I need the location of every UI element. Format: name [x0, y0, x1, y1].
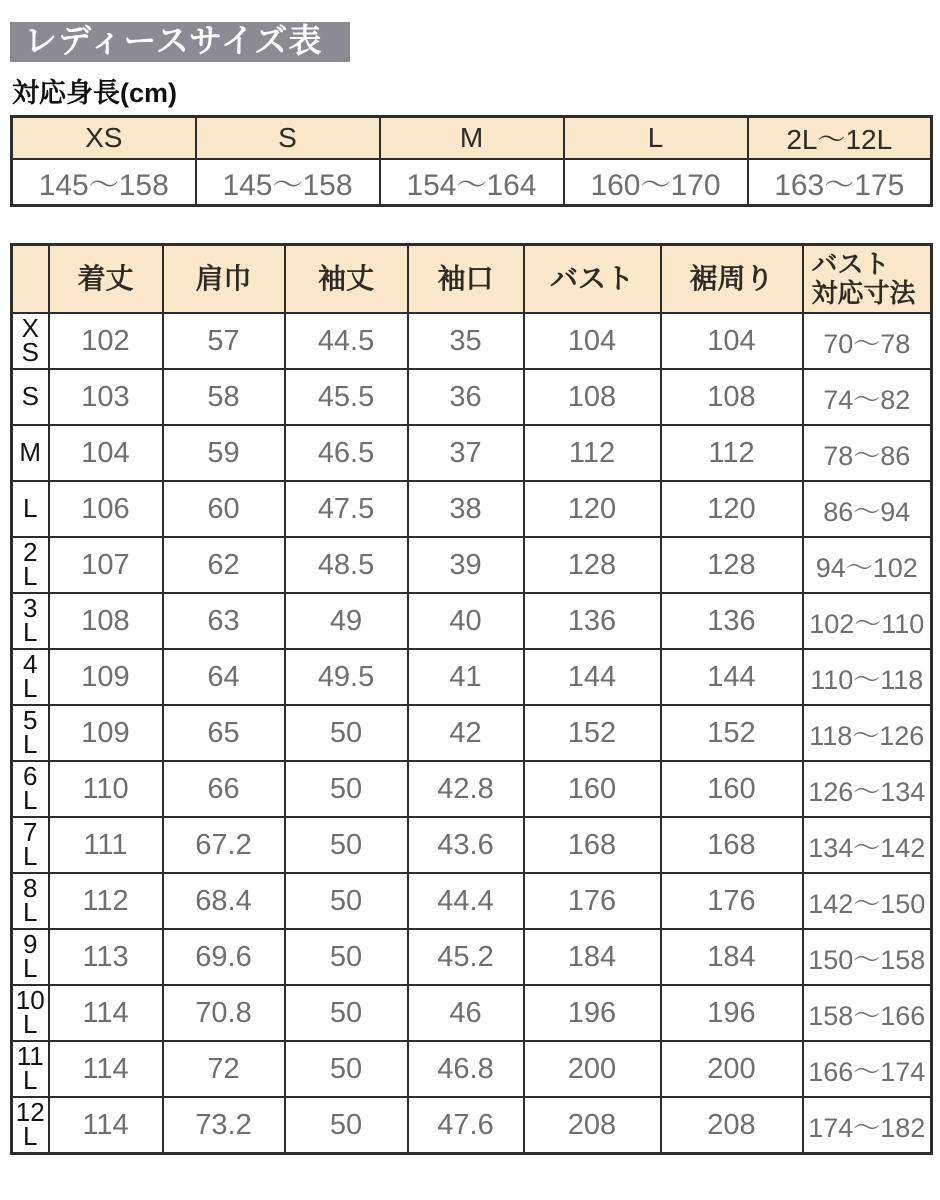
size-value-cell: 176	[661, 873, 803, 929]
size-value-cell: 120	[661, 481, 803, 537]
size-column-header: バスト	[524, 245, 661, 314]
size-row-label: 9 L	[12, 929, 49, 985]
height-table-value-row	[12, 159, 932, 206]
table-row	[12, 313, 932, 369]
size-value-cell: 73.2	[163, 1097, 285, 1154]
size-value-cell: 41	[408, 649, 524, 705]
size-column-header: 袖口	[408, 245, 524, 314]
size-value-cell: 50	[285, 1097, 408, 1154]
size-value-cell: 38	[408, 481, 524, 537]
size-value-cell: 114	[49, 1041, 163, 1097]
size-value-cell: 74〜82	[803, 369, 932, 425]
size-table-corner-cell	[12, 245, 49, 314]
height-value-cell: 160〜170	[564, 159, 748, 206]
size-value-cell: 109	[49, 705, 163, 761]
size-value-cell: 49.5	[285, 649, 408, 705]
size-value-cell: 45.5	[285, 369, 408, 425]
size-value-cell: 174〜182	[803, 1097, 932, 1154]
size-row-label: 10 L	[12, 985, 49, 1041]
size-value-cell: 50	[285, 985, 408, 1041]
size-value-cell: 160	[661, 761, 803, 817]
size-value-cell: 108	[524, 369, 661, 425]
size-row-label: M	[12, 425, 49, 481]
size-value-cell: 50	[285, 873, 408, 929]
size-value-cell: 42.8	[408, 761, 524, 817]
size-value-cell: 144	[524, 649, 661, 705]
size-value-cell: 102〜110	[803, 593, 932, 649]
size-row-label: 5 L	[12, 705, 49, 761]
size-row-label: X S	[12, 313, 49, 369]
table-row	[12, 649, 932, 705]
size-value-cell: 46	[408, 985, 524, 1041]
size-value-cell: 110	[49, 761, 163, 817]
size-row-label: L	[12, 481, 49, 537]
size-value-cell: 64	[163, 649, 285, 705]
height-value-cell: 145〜158	[12, 159, 196, 206]
height-column-header: M	[380, 117, 564, 160]
size-column-header: 肩巾	[163, 245, 285, 314]
size-value-cell: 35	[408, 313, 524, 369]
height-column-header: L	[564, 117, 748, 160]
size-value-cell: 108	[49, 593, 163, 649]
size-value-cell: 50	[285, 929, 408, 985]
size-value-cell: 78〜86	[803, 425, 932, 481]
size-value-cell: 144	[661, 649, 803, 705]
size-value-cell: 58	[163, 369, 285, 425]
size-value-cell: 200	[661, 1041, 803, 1097]
size-column-header: バスト 対応寸法	[803, 245, 932, 314]
size-value-cell: 134〜142	[803, 817, 932, 873]
size-value-cell: 40	[408, 593, 524, 649]
size-value-cell: 200	[524, 1041, 661, 1097]
size-value-cell: 106	[49, 481, 163, 537]
table-row	[12, 761, 932, 817]
table-row	[12, 1041, 932, 1097]
size-value-cell: 72	[163, 1041, 285, 1097]
size-value-cell: 152	[524, 705, 661, 761]
size-value-cell: 50	[285, 1041, 408, 1097]
size-row-label: 6 L	[12, 761, 49, 817]
size-value-cell: 176	[524, 873, 661, 929]
size-row-label: 7 L	[12, 817, 49, 873]
size-value-cell: 47.5	[285, 481, 408, 537]
size-value-cell: 196	[524, 985, 661, 1041]
size-value-cell: 112	[524, 425, 661, 481]
size-value-cell: 184	[661, 929, 803, 985]
table-row	[12, 929, 932, 985]
size-value-cell: 166〜174	[803, 1041, 932, 1097]
size-value-cell: 45.2	[408, 929, 524, 985]
height-column-header: 2L〜12L	[748, 117, 932, 160]
size-value-cell: 112	[661, 425, 803, 481]
table-row	[12, 537, 932, 593]
size-value-cell: 103	[49, 369, 163, 425]
size-value-cell: 39	[408, 537, 524, 593]
size-value-cell: 208	[524, 1097, 661, 1154]
size-row-label: 4 L	[12, 649, 49, 705]
size-value-cell: 120	[524, 481, 661, 537]
size-value-cell: 104	[49, 425, 163, 481]
size-row-label: 8 L	[12, 873, 49, 929]
size-value-cell: 60	[163, 481, 285, 537]
page-title: レディースサイズ表	[10, 22, 350, 62]
size-value-cell: 102	[49, 313, 163, 369]
size-value-cell: 104	[524, 313, 661, 369]
height-value-cell: 163〜175	[748, 159, 932, 206]
size-value-cell: 36	[408, 369, 524, 425]
size-row-label: 2 L	[12, 537, 49, 593]
size-value-cell: 70〜78	[803, 313, 932, 369]
size-value-cell: 160	[524, 761, 661, 817]
size-value-cell: 158〜166	[803, 985, 932, 1041]
size-value-cell: 168	[661, 817, 803, 873]
size-value-cell: 65	[163, 705, 285, 761]
size-value-cell: 108	[661, 369, 803, 425]
size-table	[10, 243, 933, 1155]
size-value-cell: 42	[408, 705, 524, 761]
size-value-cell: 107	[49, 537, 163, 593]
size-row-label: 11 L	[12, 1041, 49, 1097]
size-row-label: S	[12, 369, 49, 425]
size-value-cell: 50	[285, 761, 408, 817]
size-value-cell: 46.5	[285, 425, 408, 481]
size-value-cell: 86〜94	[803, 481, 932, 537]
size-value-cell: 110〜118	[803, 649, 932, 705]
size-value-cell: 62	[163, 537, 285, 593]
height-table	[10, 115, 933, 207]
size-value-cell: 104	[661, 313, 803, 369]
size-value-cell: 126〜134	[803, 761, 932, 817]
size-value-cell: 196	[661, 985, 803, 1041]
size-value-cell: 50	[285, 705, 408, 761]
table-row	[12, 817, 932, 873]
size-value-cell: 118〜126	[803, 705, 932, 761]
table-row	[12, 425, 932, 481]
table-row	[12, 1097, 932, 1154]
size-value-cell: 46.8	[408, 1041, 524, 1097]
size-value-cell: 50	[285, 817, 408, 873]
size-value-cell: 94〜102	[803, 537, 932, 593]
size-value-cell: 48.5	[285, 537, 408, 593]
size-value-cell: 128	[661, 537, 803, 593]
size-value-cell: 109	[49, 649, 163, 705]
size-value-cell: 150〜158	[803, 929, 932, 985]
size-value-cell: 113	[49, 929, 163, 985]
size-value-cell: 43.6	[408, 817, 524, 873]
size-table-header-row	[12, 245, 932, 314]
size-value-cell: 47.6	[408, 1097, 524, 1154]
size-value-cell: 67.2	[163, 817, 285, 873]
size-value-cell: 142〜150	[803, 873, 932, 929]
height-value-cell: 154〜164	[380, 159, 564, 206]
size-value-cell: 112	[49, 873, 163, 929]
table-row	[12, 985, 932, 1041]
size-value-cell: 44.5	[285, 313, 408, 369]
size-value-cell: 49	[285, 593, 408, 649]
size-value-cell: 70.8	[163, 985, 285, 1041]
height-table-caption: 対応身長(cm)	[12, 78, 178, 108]
size-value-cell: 44.4	[408, 873, 524, 929]
size-value-cell: 68.4	[163, 873, 285, 929]
height-column-header: S	[196, 117, 380, 160]
table-row	[12, 593, 932, 649]
size-row-label: 12 L	[12, 1097, 49, 1154]
height-value-cell: 145〜158	[196, 159, 380, 206]
size-value-cell: 184	[524, 929, 661, 985]
size-value-cell: 59	[163, 425, 285, 481]
size-value-cell: 57	[163, 313, 285, 369]
size-value-cell: 114	[49, 985, 163, 1041]
size-column-header: 裾周り	[661, 245, 803, 314]
table-row	[12, 369, 932, 425]
table-row	[12, 481, 932, 537]
size-value-cell: 69.6	[163, 929, 285, 985]
size-value-cell: 37	[408, 425, 524, 481]
size-value-cell: 111	[49, 817, 163, 873]
height-column-header: XS	[12, 117, 196, 160]
table-row	[12, 705, 932, 761]
size-value-cell: 128	[524, 537, 661, 593]
size-table-body	[12, 313, 932, 1154]
size-value-cell: 63	[163, 593, 285, 649]
size-value-cell: 114	[49, 1097, 163, 1154]
size-value-cell: 152	[661, 705, 803, 761]
size-value-cell: 66	[163, 761, 285, 817]
size-value-cell: 136	[661, 593, 803, 649]
size-row-label: 3 L	[12, 593, 49, 649]
size-column-header: 袖丈	[285, 245, 408, 314]
height-table-header-row	[12, 117, 932, 160]
size-value-cell: 168	[524, 817, 661, 873]
size-column-header: 着丈	[49, 245, 163, 314]
size-value-cell: 208	[661, 1097, 803, 1154]
size-value-cell: 136	[524, 593, 661, 649]
table-row	[12, 873, 932, 929]
